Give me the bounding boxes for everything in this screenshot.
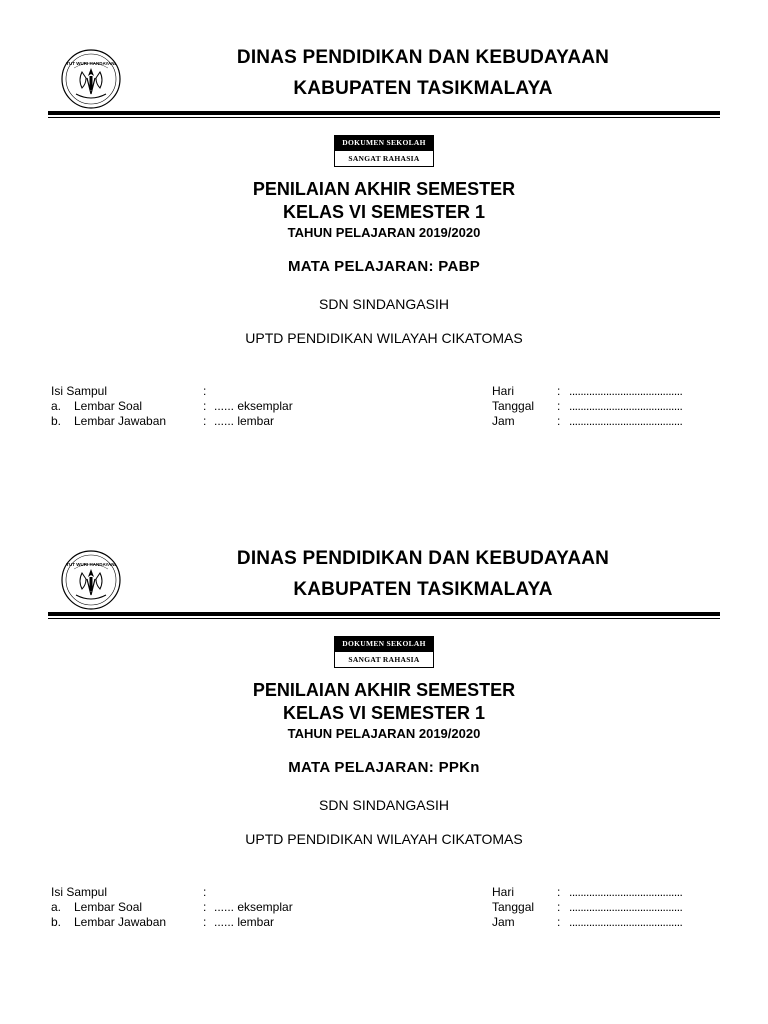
header-regency: KABUPATEN TASIKMALAYA — [293, 78, 553, 99]
subject-title: MATA PELAJARAN: PABP — [287, 258, 481, 275]
contents-colon: : — [203, 885, 207, 899]
answer-sheet-label: b. Lembar Jawaban — [51, 414, 167, 428]
stamp-bottom-label: SANGAT RAHASIA — [334, 651, 434, 668]
header-agency: DINAS PENDIDIKAN DAN KEBUDAYAAN — [236, 47, 610, 68]
date-colon: : — [557, 399, 561, 413]
date-colon: : — [557, 900, 561, 914]
confidential-stamp — [334, 135, 434, 167]
academic-year: TAHUN PELAJARAN 2019/2020 — [287, 225, 481, 240]
date-label: Tanggal — [492, 900, 535, 914]
logo-text: TUT WURI HANDAYANI — [66, 562, 116, 567]
question-sheet-colon: : — [203, 900, 207, 914]
exam-title: PENILAIAN AKHIR SEMESTER — [252, 680, 516, 700]
contents-label: Isi Sampul — [51, 885, 108, 899]
day-colon: : — [557, 384, 561, 398]
question-sheet-value: ...... eksemplar — [214, 399, 293, 413]
tut-wuri-handayani-logo-icon — [60, 48, 122, 110]
class-semester: KELAS VI SEMESTER 1 — [282, 202, 486, 222]
academic-year: TAHUN PELAJARAN 2019/2020 — [287, 726, 481, 741]
time-blank: ........................................ — [569, 414, 683, 428]
tut-wuri-handayani-logo-icon — [60, 549, 122, 611]
header-divider — [48, 111, 720, 115]
contents-label: Isi Sampul — [51, 384, 108, 398]
header-regency: KABUPATEN TASIKMALAYA — [293, 579, 553, 600]
date-blank: ........................................ — [569, 900, 683, 914]
header-agency: DINAS PENDIDIKAN DAN KEBUDAYAAN — [236, 548, 610, 569]
answer-sheet-label: b. Lembar Jawaban — [51, 915, 167, 929]
day-label: Hari — [492, 885, 515, 899]
answer-sheet-colon: : — [203, 915, 207, 929]
time-label: Jam — [492, 414, 515, 428]
day-label: Hari — [492, 384, 515, 398]
answer-sheet-value: ...... lembar — [214, 915, 275, 929]
logo-text: TUT WURI HANDAYANI — [66, 61, 116, 66]
answer-sheet-value: ...... lembar — [214, 414, 275, 428]
confidential-stamp — [334, 636, 434, 668]
time-colon: : — [557, 414, 561, 428]
question-sheet-value: ...... eksemplar — [214, 900, 293, 914]
stamp-top-label: DOKUMEN SEKOLAH — [334, 636, 434, 651]
cover-sheet-1 — [0, 0, 768, 500]
header-divider-thin — [48, 618, 720, 619]
uptd-name: UPTD PENDIDIKAN WILAYAH CIKATOMAS — [245, 330, 523, 346]
day-blank: ........................................ — [569, 384, 683, 398]
answer-sheet-colon: : — [203, 414, 207, 428]
cover-sheet-2 — [0, 501, 768, 1001]
uptd-name: UPTD PENDIDIKAN WILAYAH CIKATOMAS — [245, 831, 523, 847]
header-divider-thin — [48, 117, 720, 118]
time-colon: : — [557, 915, 561, 929]
question-sheet-colon: : — [203, 399, 207, 413]
subject-title: MATA PELAJARAN: PPKn — [288, 759, 480, 776]
time-label: Jam — [492, 915, 515, 929]
day-blank: ........................................ — [569, 885, 683, 899]
date-label: Tanggal — [492, 399, 535, 413]
question-sheet-label: a. Lembar Soal — [51, 900, 143, 914]
contents-colon: : — [203, 384, 207, 398]
date-blank: ........................................ — [569, 399, 683, 413]
school-name: SDN SINDANGASIH — [319, 296, 449, 312]
header-divider — [48, 612, 720, 616]
stamp-top-label: DOKUMEN SEKOLAH — [334, 135, 434, 150]
class-semester: KELAS VI SEMESTER 1 — [282, 703, 486, 723]
exam-title: PENILAIAN AKHIR SEMESTER — [252, 179, 516, 199]
time-blank: ........................................ — [569, 915, 683, 929]
school-name: SDN SINDANGASIH — [319, 797, 449, 813]
day-colon: : — [557, 885, 561, 899]
question-sheet-label: a. Lembar Soal — [51, 399, 143, 413]
stamp-bottom-label: SANGAT RAHASIA — [334, 150, 434, 167]
